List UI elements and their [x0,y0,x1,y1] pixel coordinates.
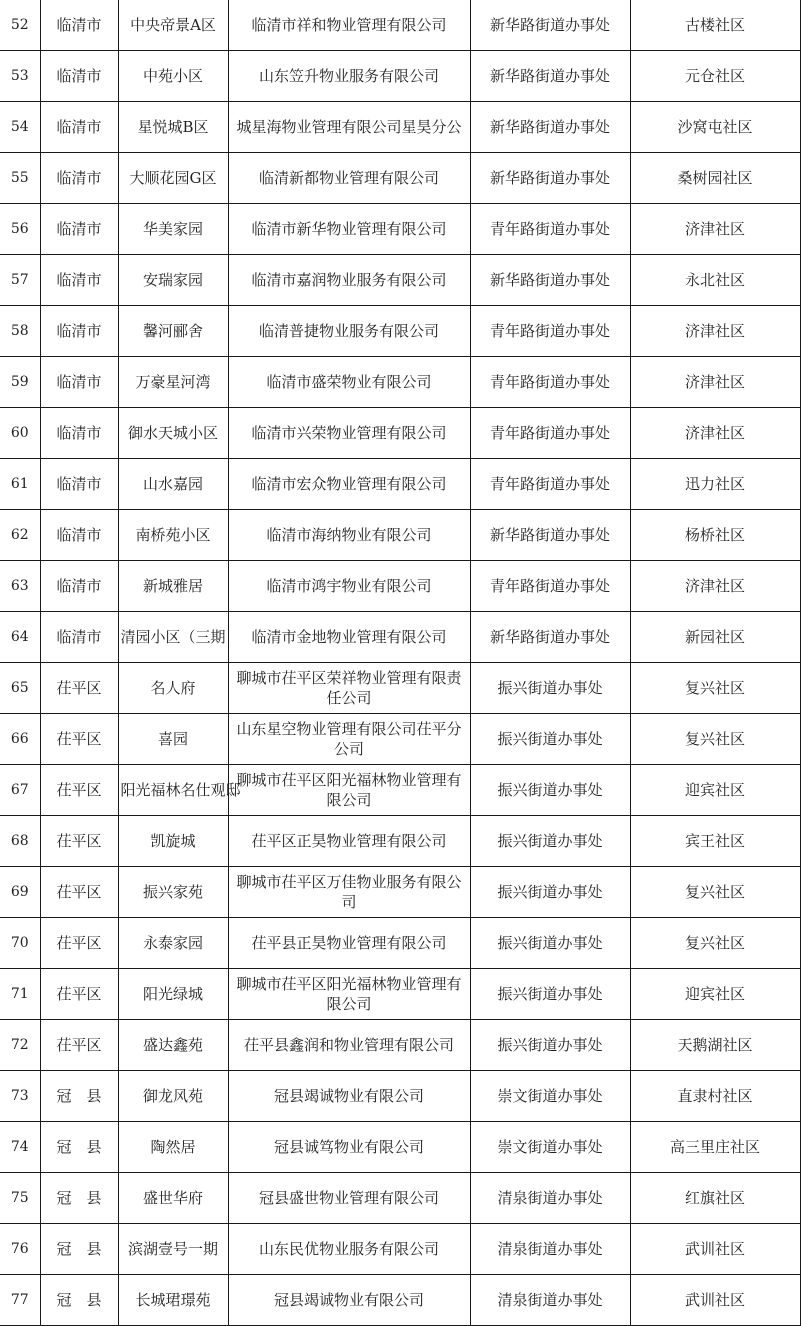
community-cell: 沙窝屯社区 [630,102,800,153]
table-row [0,255,800,306]
property-company-cell: 临清市鸿宇物业有限公司 [228,561,470,612]
street-office-cell: 新华路街道办事处 [470,0,630,51]
community-cell: 红旗社区 [630,1173,800,1224]
row-number-cell: 61 [0,459,40,510]
community-name-cell: 星悦城B区 [118,102,228,153]
community-cell: 桑树园社区 [630,153,800,204]
community-cell: 复兴社区 [630,867,800,918]
property-company-cell: 城星海物业管理有限公司星昊分公 [228,102,470,153]
street-office-cell: 崇文街道办事处 [470,1122,630,1173]
community-name-cell: 长城珺璟苑 [118,1275,228,1326]
community-name-cell: 清园小区（三期 [118,612,228,663]
community-cell: 迅力社区 [630,459,800,510]
row-number-cell: 63 [0,561,40,612]
street-office-cell: 清泉街道办事处 [470,1275,630,1326]
street-office-cell: 振兴街道办事处 [470,918,630,969]
table-row [0,663,800,714]
community-name-cell: 御水天城小区 [118,408,228,459]
property-company-cell: 山东笠升物业服务有限公司 [228,51,470,102]
table-row [0,1071,800,1122]
community-cell: 济津社区 [630,306,800,357]
street-office-cell: 振兴街道办事处 [470,765,630,816]
street-office-cell: 新华路街道办事处 [470,102,630,153]
row-number-cell: 54 [0,102,40,153]
county-cell: 冠 县 [40,1224,118,1275]
street-office-cell: 青年路街道办事处 [470,306,630,357]
property-company-cell: 山东民优物业服务有限公司 [228,1224,470,1275]
row-number-cell: 71 [0,969,40,1020]
community-name-cell: 馨河郦舍 [118,306,228,357]
row-number-cell: 60 [0,408,40,459]
community-name-cell: 新城雅居 [118,561,228,612]
county-cell: 茌平区 [40,867,118,918]
table-row [0,408,800,459]
community-name-cell: 华美家园 [118,204,228,255]
community-cell: 直隶村社区 [630,1071,800,1122]
street-office-cell: 新华路街道办事处 [470,612,630,663]
row-number-cell: 68 [0,816,40,867]
county-cell: 茌平区 [40,816,118,867]
community-name-cell: 名人府 [118,663,228,714]
table-row [0,918,800,969]
street-office-cell: 振兴街道办事处 [470,663,630,714]
street-office-cell: 青年路街道办事处 [470,357,630,408]
community-cell: 高三里庄社区 [630,1122,800,1173]
community-name-cell: 凯旋城 [118,816,228,867]
community-name-cell: 中央帝景A区 [118,0,228,51]
community-cell: 古楼社区 [630,0,800,51]
property-company-cell: 聊城市茌平区荣祥物业管理有限责任公司 [228,663,470,714]
street-office-cell: 新华路街道办事处 [470,510,630,561]
property-company-cell: 聊城市茌平区阳光福林物业管理有限公司 [228,765,470,816]
property-company-cell: 临清市海纳物业有限公司 [228,510,470,561]
community-name-cell: 御龙风苑 [118,1071,228,1122]
community-name-cell: 中苑小区 [118,51,228,102]
row-number-cell: 74 [0,1122,40,1173]
community-name-cell: 安瑞家园 [118,255,228,306]
table-row [0,612,800,663]
property-company-cell: 聊城市茌平区阳光福林物业管理有限公司 [228,969,470,1020]
street-office-cell: 清泉街道办事处 [470,1224,630,1275]
community-name-cell: 喜园 [118,714,228,765]
street-office-cell: 青年路街道办事处 [470,408,630,459]
community-name-cell: 阳光福林名仕观邸 [118,765,228,816]
property-company-cell: 临清市金地物业管理有限公司 [228,612,470,663]
county-cell: 临清市 [40,561,118,612]
table-row [0,1224,800,1275]
row-number-cell: 56 [0,204,40,255]
property-company-cell: 冠县诚笃物业有限公司 [228,1122,470,1173]
row-number-cell: 62 [0,510,40,561]
table-row [0,1122,800,1173]
table-row [0,357,800,408]
county-cell: 临清市 [40,459,118,510]
street-office-cell: 振兴街道办事处 [470,816,630,867]
community-name-cell: 振兴家苑 [118,867,228,918]
community-cell: 济津社区 [630,408,800,459]
table-row [0,51,800,102]
property-company-cell: 临清市宏众物业管理有限公司 [228,459,470,510]
community-name-cell: 大顺花园G区 [118,153,228,204]
property-company-cell: 茌平区正昊物业管理有限公司 [228,816,470,867]
street-office-cell: 新华路街道办事处 [470,51,630,102]
table-row [0,969,800,1020]
row-number-cell: 73 [0,1071,40,1122]
community-name-cell: 滨湖壹号一期 [118,1224,228,1275]
community-name-cell: 永泰家园 [118,918,228,969]
county-cell: 临清市 [40,306,118,357]
county-cell: 茌平区 [40,1020,118,1071]
row-number-cell: 72 [0,1020,40,1071]
property-company-cell: 临清新都物业管理有限公司 [228,153,470,204]
county-cell: 临清市 [40,357,118,408]
property-company-cell: 聊城市茌平区万佳物业服务有限公司 [228,867,470,918]
property-company-cell: 临清市新华物业管理有限公司 [228,204,470,255]
county-cell: 临清市 [40,255,118,306]
county-cell: 临清市 [40,408,118,459]
community-cell: 武训社区 [630,1224,800,1275]
property-company-cell: 茌平县正昊物业管理有限公司 [228,918,470,969]
county-cell: 茌平区 [40,765,118,816]
community-cell: 宾王社区 [630,816,800,867]
table-row [0,153,800,204]
community-cell: 复兴社区 [630,663,800,714]
community-cell: 复兴社区 [630,714,800,765]
table-row [0,1020,800,1071]
county-cell: 临清市 [40,51,118,102]
table-row [0,867,800,918]
table-row [0,459,800,510]
table-row [0,765,800,816]
property-company-cell: 临清市嘉润物业服务有限公司 [228,255,470,306]
table-row [0,510,800,561]
property-company-cell: 临清普捷物业服务有限公司 [228,306,470,357]
community-cell: 迎宾社区 [630,969,800,1020]
street-office-cell: 新华路街道办事处 [470,153,630,204]
community-name-cell: 陶然居 [118,1122,228,1173]
street-office-cell: 振兴街道办事处 [470,714,630,765]
community-cell: 武训社区 [630,1275,800,1326]
community-cell: 杨桥社区 [630,510,800,561]
street-office-cell: 青年路街道办事处 [470,561,630,612]
community-cell: 天鹅湖社区 [630,1020,800,1071]
table-row [0,714,800,765]
county-cell: 冠 县 [40,1173,118,1224]
row-number-cell: 75 [0,1173,40,1224]
community-cell: 济津社区 [630,561,800,612]
community-cell: 复兴社区 [630,918,800,969]
property-company-cell: 临清市祥和物业管理有限公司 [228,0,470,51]
table-row [0,0,800,51]
row-number-cell: 69 [0,867,40,918]
row-number-cell: 59 [0,357,40,408]
row-number-cell: 76 [0,1224,40,1275]
community-name-cell: 盛世华府 [118,1173,228,1224]
street-office-cell: 振兴街道办事处 [470,969,630,1020]
property-company-cell: 临清市盛荣物业有限公司 [228,357,470,408]
row-number-cell: 66 [0,714,40,765]
community-name-cell: 南桥苑小区 [118,510,228,561]
community-name-cell: 盛达鑫苑 [118,1020,228,1071]
table-row [0,1173,800,1224]
row-number-cell: 53 [0,51,40,102]
property-company-cell: 冠县盛世物业管理有限公司 [228,1173,470,1224]
row-number-cell: 64 [0,612,40,663]
county-cell: 临清市 [40,204,118,255]
community-name-cell: 万豪星河湾 [118,357,228,408]
county-cell: 茌平区 [40,714,118,765]
street-office-cell: 青年路街道办事处 [470,204,630,255]
county-cell: 临清市 [40,153,118,204]
property-company-cell: 冠县竭诚物业有限公司 [228,1275,470,1326]
county-cell: 茌平区 [40,918,118,969]
street-office-cell: 新华路街道办事处 [470,255,630,306]
table-row [0,102,800,153]
row-number-cell: 65 [0,663,40,714]
street-office-cell: 清泉街道办事处 [470,1173,630,1224]
property-company-cell: 冠县竭诚物业有限公司 [228,1071,470,1122]
county-cell: 临清市 [40,0,118,51]
community-cell: 元仓社区 [630,51,800,102]
row-number-cell: 52 [0,0,40,51]
county-cell: 临清市 [40,102,118,153]
community-cell: 永北社区 [630,255,800,306]
street-office-cell: 崇文街道办事处 [470,1071,630,1122]
table-row [0,1275,800,1326]
row-number-cell: 67 [0,765,40,816]
row-number-cell: 58 [0,306,40,357]
county-cell: 茌平区 [40,969,118,1020]
property-company-cell: 临清市兴荣物业管理有限公司 [228,408,470,459]
county-cell: 临清市 [40,510,118,561]
county-cell: 茌平区 [40,663,118,714]
street-office-cell: 振兴街道办事处 [470,867,630,918]
street-office-cell: 振兴街道办事处 [470,1020,630,1071]
community-cell: 迎宾社区 [630,765,800,816]
table-row [0,306,800,357]
table-row [0,816,800,867]
row-number-cell: 77 [0,1275,40,1326]
street-office-cell: 青年路街道办事处 [470,459,630,510]
county-cell: 临清市 [40,612,118,663]
county-cell: 冠 县 [40,1071,118,1122]
community-cell: 济津社区 [630,357,800,408]
row-number-cell: 70 [0,918,40,969]
community-name-cell: 山水嘉园 [118,459,228,510]
community-name-cell: 阳光绿城 [118,969,228,1020]
county-cell: 冠 县 [40,1122,118,1173]
table-row [0,561,800,612]
property-company-cell: 茌平县鑫润和物业管理有限公司 [228,1020,470,1071]
property-company-cell: 山东星空物业管理有限公司茌平分公司 [228,714,470,765]
county-cell: 冠 县 [40,1275,118,1326]
row-number-cell: 55 [0,153,40,204]
community-cell: 新园社区 [630,612,800,663]
table-row [0,204,800,255]
row-number-cell: 57 [0,255,40,306]
community-cell: 济津社区 [630,204,800,255]
